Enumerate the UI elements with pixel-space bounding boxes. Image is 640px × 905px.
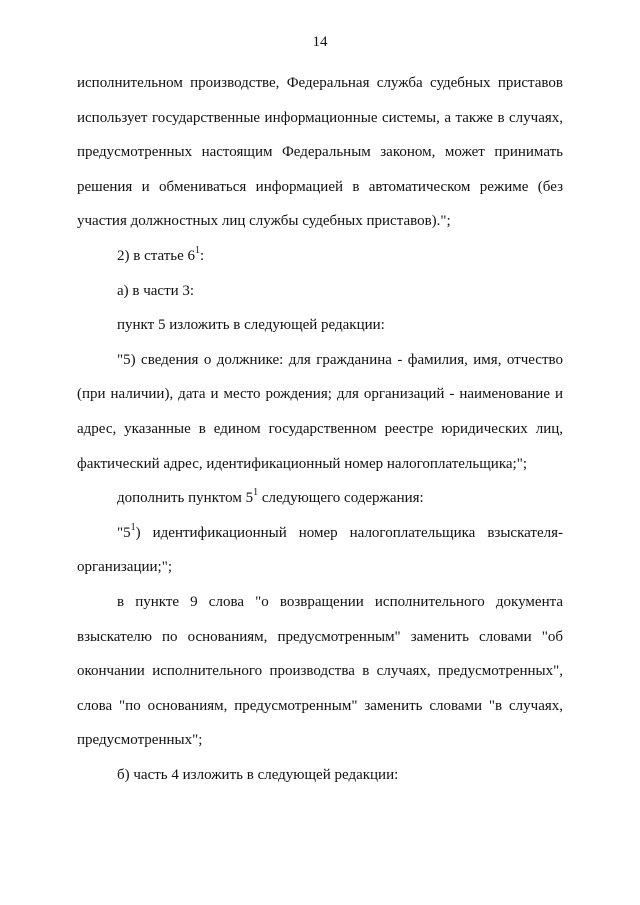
paragraph-3 xyxy=(77,274,563,309)
paragraph-6 xyxy=(77,481,563,516)
superscript: 1 xyxy=(130,521,136,533)
paragraph-1 xyxy=(77,66,563,239)
paragraph-4 xyxy=(77,308,563,343)
paragraph-7 xyxy=(77,516,563,585)
paragraph-text: 2) в статье 6 xyxy=(117,247,196,264)
paragraph-text: "5) сведения о должнике: для гражданина - фамилия, имя, отчество (при наличии), дата и место рождения; для организаций - наименование и адрес, указанные в едином государственном реестре юридических лиц, фактический адрес, идентификационный номер налогоплательщика;"; xyxy=(77,351,563,472)
superscript: 1 xyxy=(195,244,201,256)
paragraph-text: дополнить пунктом 5 xyxy=(117,490,254,507)
document-body xyxy=(77,66,563,792)
page-number: 14 xyxy=(312,34,328,50)
paragraph-text: следующего содержания: xyxy=(258,490,424,507)
paragraph-5 xyxy=(77,343,563,481)
paragraph-9 xyxy=(77,758,563,793)
paragraph-2 xyxy=(77,239,563,274)
paragraph-text: в пункте 9 слова "о возвращении исполнительного документа взыскателю по основаниям, предусмотренным" заменить словами "об окончании исполнительного производства в случаях, предусмотренных", слова "по основаниям, предусмотренным" заменить словами "в случаях, предусмотренных"; xyxy=(77,593,563,749)
paragraph-text: а) в части 3: xyxy=(117,282,195,299)
paragraph-text: пункт 5 изложить в следующей редакции: xyxy=(117,317,385,334)
superscript: 1 xyxy=(253,487,259,499)
paragraph-text: "5 xyxy=(117,524,131,541)
paragraph-8 xyxy=(77,585,563,758)
paragraph-text: : xyxy=(200,247,205,264)
paragraph-text: ) идентификационный номер налогоплательщика взыскателя-организации;"; xyxy=(77,524,563,576)
paragraph-text: б) часть 4 изложить в следующей редакции: xyxy=(117,766,399,783)
paragraph-text: исполнительном производстве, Федеральная служба судебных приставов использует государственные информационные системы, а также в случаях, предусмотренных настоящим Федеральным законом, может принимать решения и обмениваться информацией в автоматическом режиме (без участия должностных лиц службы судебных приставов)."; xyxy=(77,75,563,230)
